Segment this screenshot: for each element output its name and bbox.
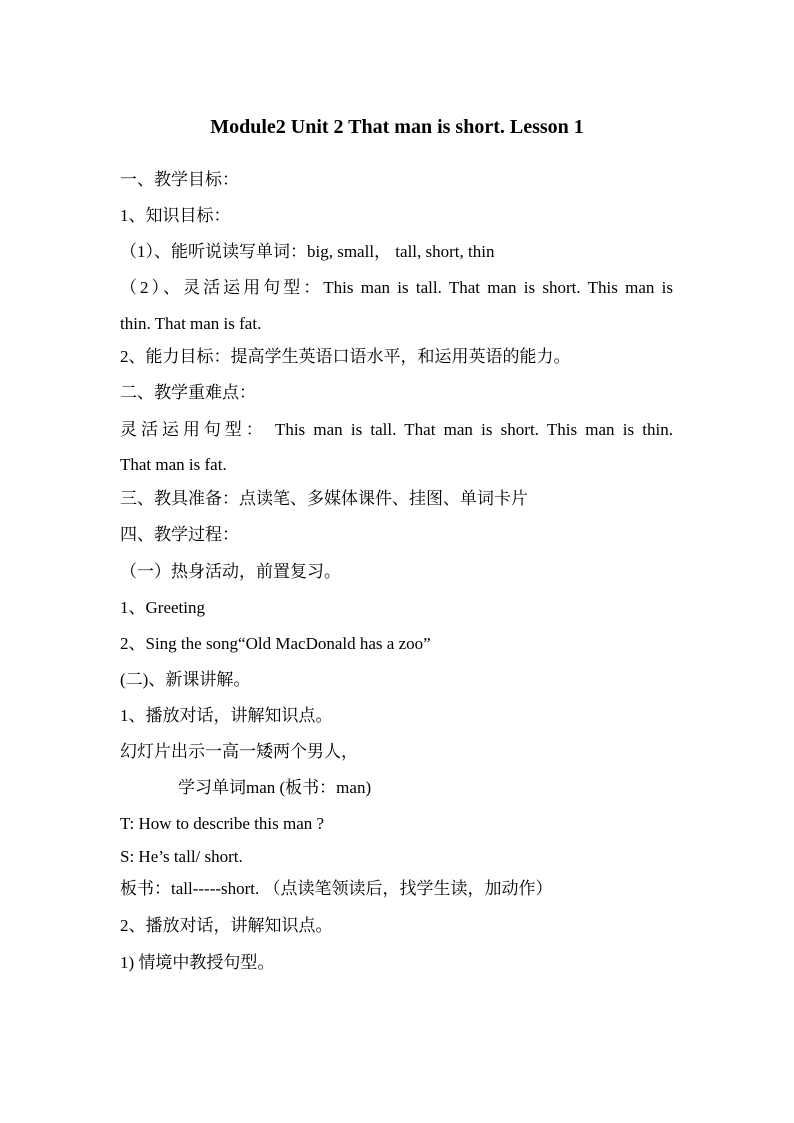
text-greeting: 1、Greeting (120, 598, 205, 617)
text-teach-sentence-in-context: 1) 情境中教授句型。 (120, 953, 275, 972)
text-sing-song: 2、Sing the song“Old MacDonald has a zoo” (120, 634, 431, 653)
heading-key-points: 二、教学重难点： (120, 383, 256, 402)
subheading-warm-up: （一）热身活动，前置复习。 (120, 562, 341, 581)
text-key-sentence-patterns-cont: That man is fat. (120, 455, 227, 474)
document-title: Module2 Unit 2 That man is short. Lesson 1 (210, 116, 584, 138)
text-vocabulary-words: （1）、能听说读写单词：big, small， tall, short, thin (120, 242, 495, 261)
subheading-knowledge-objectives: 1、知识目标： (120, 206, 231, 225)
heading-teaching-aids: 三、教具准备：点读笔、多媒体课件、挂图、单词卡片 (120, 489, 528, 508)
text-learn-word-man: 学习单词man (板书：man) (178, 778, 372, 797)
text-key-sentence-patterns: 灵活运用句型： This man is tall. That man is short. This man is thin. (120, 420, 673, 439)
subheading-new-lesson: (二)、新课讲解。 (120, 670, 251, 689)
text-play-dialogue-2: 2、播放对话，讲解知识点。 (120, 916, 333, 935)
heading-teaching-objectives: 一、教学目标： (120, 170, 239, 189)
text-teacher-question: T: How to describe this man ? (120, 814, 325, 833)
text-slide-two-men: 幻灯片出示一高一矮两个男人， (120, 742, 358, 761)
text-board-tall-short: 板书：tall-----short. （点读笔领读后，找学生读，加动作） (120, 879, 553, 898)
text-ability-objectives: 2、能力目标：提高学生英语口语水平，和运用英语的能力。 (120, 347, 571, 366)
text-play-dialogue-1: 1、播放对话，讲解知识点。 (120, 706, 333, 725)
text-sentence-patterns: （2）、灵活运用句型：This man is tall. That man is short. This man is (120, 278, 673, 297)
heading-teaching-process: 四、教学过程： (120, 525, 239, 544)
text-sentence-patterns-cont: thin. That man is fat. (120, 314, 262, 333)
text-student-answer: S: He’s tall/ short. (120, 847, 243, 866)
